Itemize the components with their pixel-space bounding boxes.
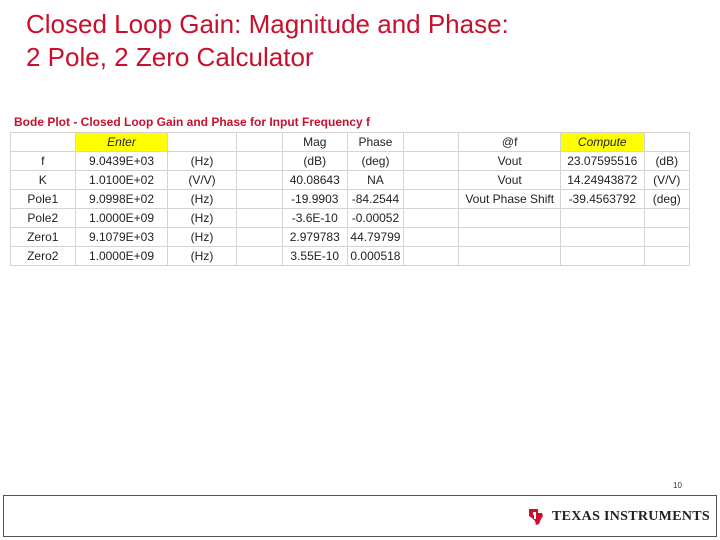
param-unit-cell: (Hz) xyxy=(168,209,236,228)
result-value-cell xyxy=(560,247,644,266)
spreadsheet-title: Bode Plot - Closed Loop Gain and Phase for Input Frequency f xyxy=(14,115,371,129)
param-value-cell[interactable]: 1.0000E+09 xyxy=(75,209,168,228)
blank-cell xyxy=(236,190,282,209)
phase-cell: (deg) xyxy=(347,152,403,171)
phase-cell: 0.000518 xyxy=(347,247,403,266)
result-value-cell: -39.4563792 xyxy=(560,190,644,209)
result-value-cell: 23.07595516 xyxy=(560,152,644,171)
mag-cell: 40.08643 xyxy=(282,171,347,190)
enter-header-cell: Enter xyxy=(75,133,168,152)
blank-cell xyxy=(236,228,282,247)
table-row xyxy=(11,171,690,190)
header-blank-cell xyxy=(403,133,458,152)
mag-header-cell: Mag xyxy=(282,133,347,152)
param-unit-cell: (Hz) xyxy=(168,190,236,209)
result-label-cell xyxy=(459,228,561,247)
param-value-cell[interactable]: 9.1079E+03 xyxy=(75,228,168,247)
header-blank-cell xyxy=(168,133,236,152)
result-label-cell: Vout Phase Shift xyxy=(459,190,561,209)
ti-state-logo-icon xyxy=(526,507,546,527)
result-unit-cell: (deg) xyxy=(644,190,689,209)
result-label-cell: Vout xyxy=(459,152,561,171)
blank-cell xyxy=(403,247,458,266)
table-row xyxy=(11,247,690,266)
blank-cell xyxy=(236,152,282,171)
ti-logo xyxy=(526,506,710,528)
param-value-cell[interactable]: 1.0100E+02 xyxy=(75,171,168,190)
param-value-cell[interactable]: 9.0439E+03 xyxy=(75,152,168,171)
slide-title-line2: 2 Pole, 2 Zero Calculator xyxy=(26,42,314,72)
blank-cell xyxy=(236,209,282,228)
result-value-cell: 14.24943872 xyxy=(560,171,644,190)
param-name-cell: Zero2 xyxy=(11,247,76,266)
spreadsheet-image xyxy=(10,113,690,265)
table-row xyxy=(11,190,690,209)
mag-cell: (dB) xyxy=(282,152,347,171)
bode-calculator-table xyxy=(10,132,690,266)
param-name-cell: Zero1 xyxy=(11,228,76,247)
result-unit-cell: (dB) xyxy=(644,152,689,171)
param-value-cell[interactable]: 1.0000E+09 xyxy=(75,247,168,266)
page-number: 10 xyxy=(673,481,682,490)
mag-cell: 2.979783 xyxy=(282,228,347,247)
header-blank-cell xyxy=(236,133,282,152)
footer-bar xyxy=(3,495,717,537)
table-row xyxy=(11,209,690,228)
header-blank-cell xyxy=(11,133,76,152)
mag-cell: 3.55E-10 xyxy=(282,247,347,266)
blank-cell xyxy=(403,190,458,209)
mag-cell: -3.6E-10 xyxy=(282,209,347,228)
result-value-cell xyxy=(560,228,644,247)
result-label-cell xyxy=(459,209,561,228)
blank-cell xyxy=(403,228,458,247)
blank-cell xyxy=(236,171,282,190)
param-value-cell[interactable]: 9.0998E+02 xyxy=(75,190,168,209)
result-unit-cell: (V/V) xyxy=(644,171,689,190)
blank-cell xyxy=(403,152,458,171)
blank-cell xyxy=(403,209,458,228)
result-unit-cell xyxy=(644,247,689,266)
phase-header-cell: Phase xyxy=(347,133,403,152)
result-label-cell xyxy=(459,247,561,266)
result-value-cell xyxy=(560,209,644,228)
phase-cell: NA xyxy=(347,171,403,190)
phase-cell: -0.00052 xyxy=(347,209,403,228)
at-f-header-cell: @f xyxy=(459,133,561,152)
slide-title-line1: Closed Loop Gain: Magnitude and Phase: xyxy=(26,9,509,39)
param-unit-cell: (Hz) xyxy=(168,228,236,247)
phase-cell: -84.2544 xyxy=(347,190,403,209)
result-unit-cell xyxy=(644,209,689,228)
result-unit-cell xyxy=(644,228,689,247)
phase-cell: 44.79799 xyxy=(347,228,403,247)
table-row xyxy=(11,228,690,247)
table-row xyxy=(11,152,690,171)
blank-cell xyxy=(236,247,282,266)
result-label-cell: Vout xyxy=(459,171,561,190)
param-unit-cell: (Hz) xyxy=(168,152,236,171)
slide-title xyxy=(26,8,706,74)
param-name-cell: f xyxy=(11,152,76,171)
param-name-cell: K xyxy=(11,171,76,190)
param-name-cell: Pole1 xyxy=(11,190,76,209)
param-unit-cell: (Hz) xyxy=(168,247,236,266)
header-blank-cell xyxy=(644,133,689,152)
param-unit-cell: (V/V) xyxy=(168,171,236,190)
mag-cell: -19.9903 xyxy=(282,190,347,209)
blank-cell xyxy=(403,171,458,190)
compute-header-cell: Compute xyxy=(560,133,644,152)
param-name-cell: Pole2 xyxy=(11,209,76,228)
ti-logo-text: TEXAS INSTRUMENTS xyxy=(552,509,710,524)
table-header-row xyxy=(11,133,690,152)
